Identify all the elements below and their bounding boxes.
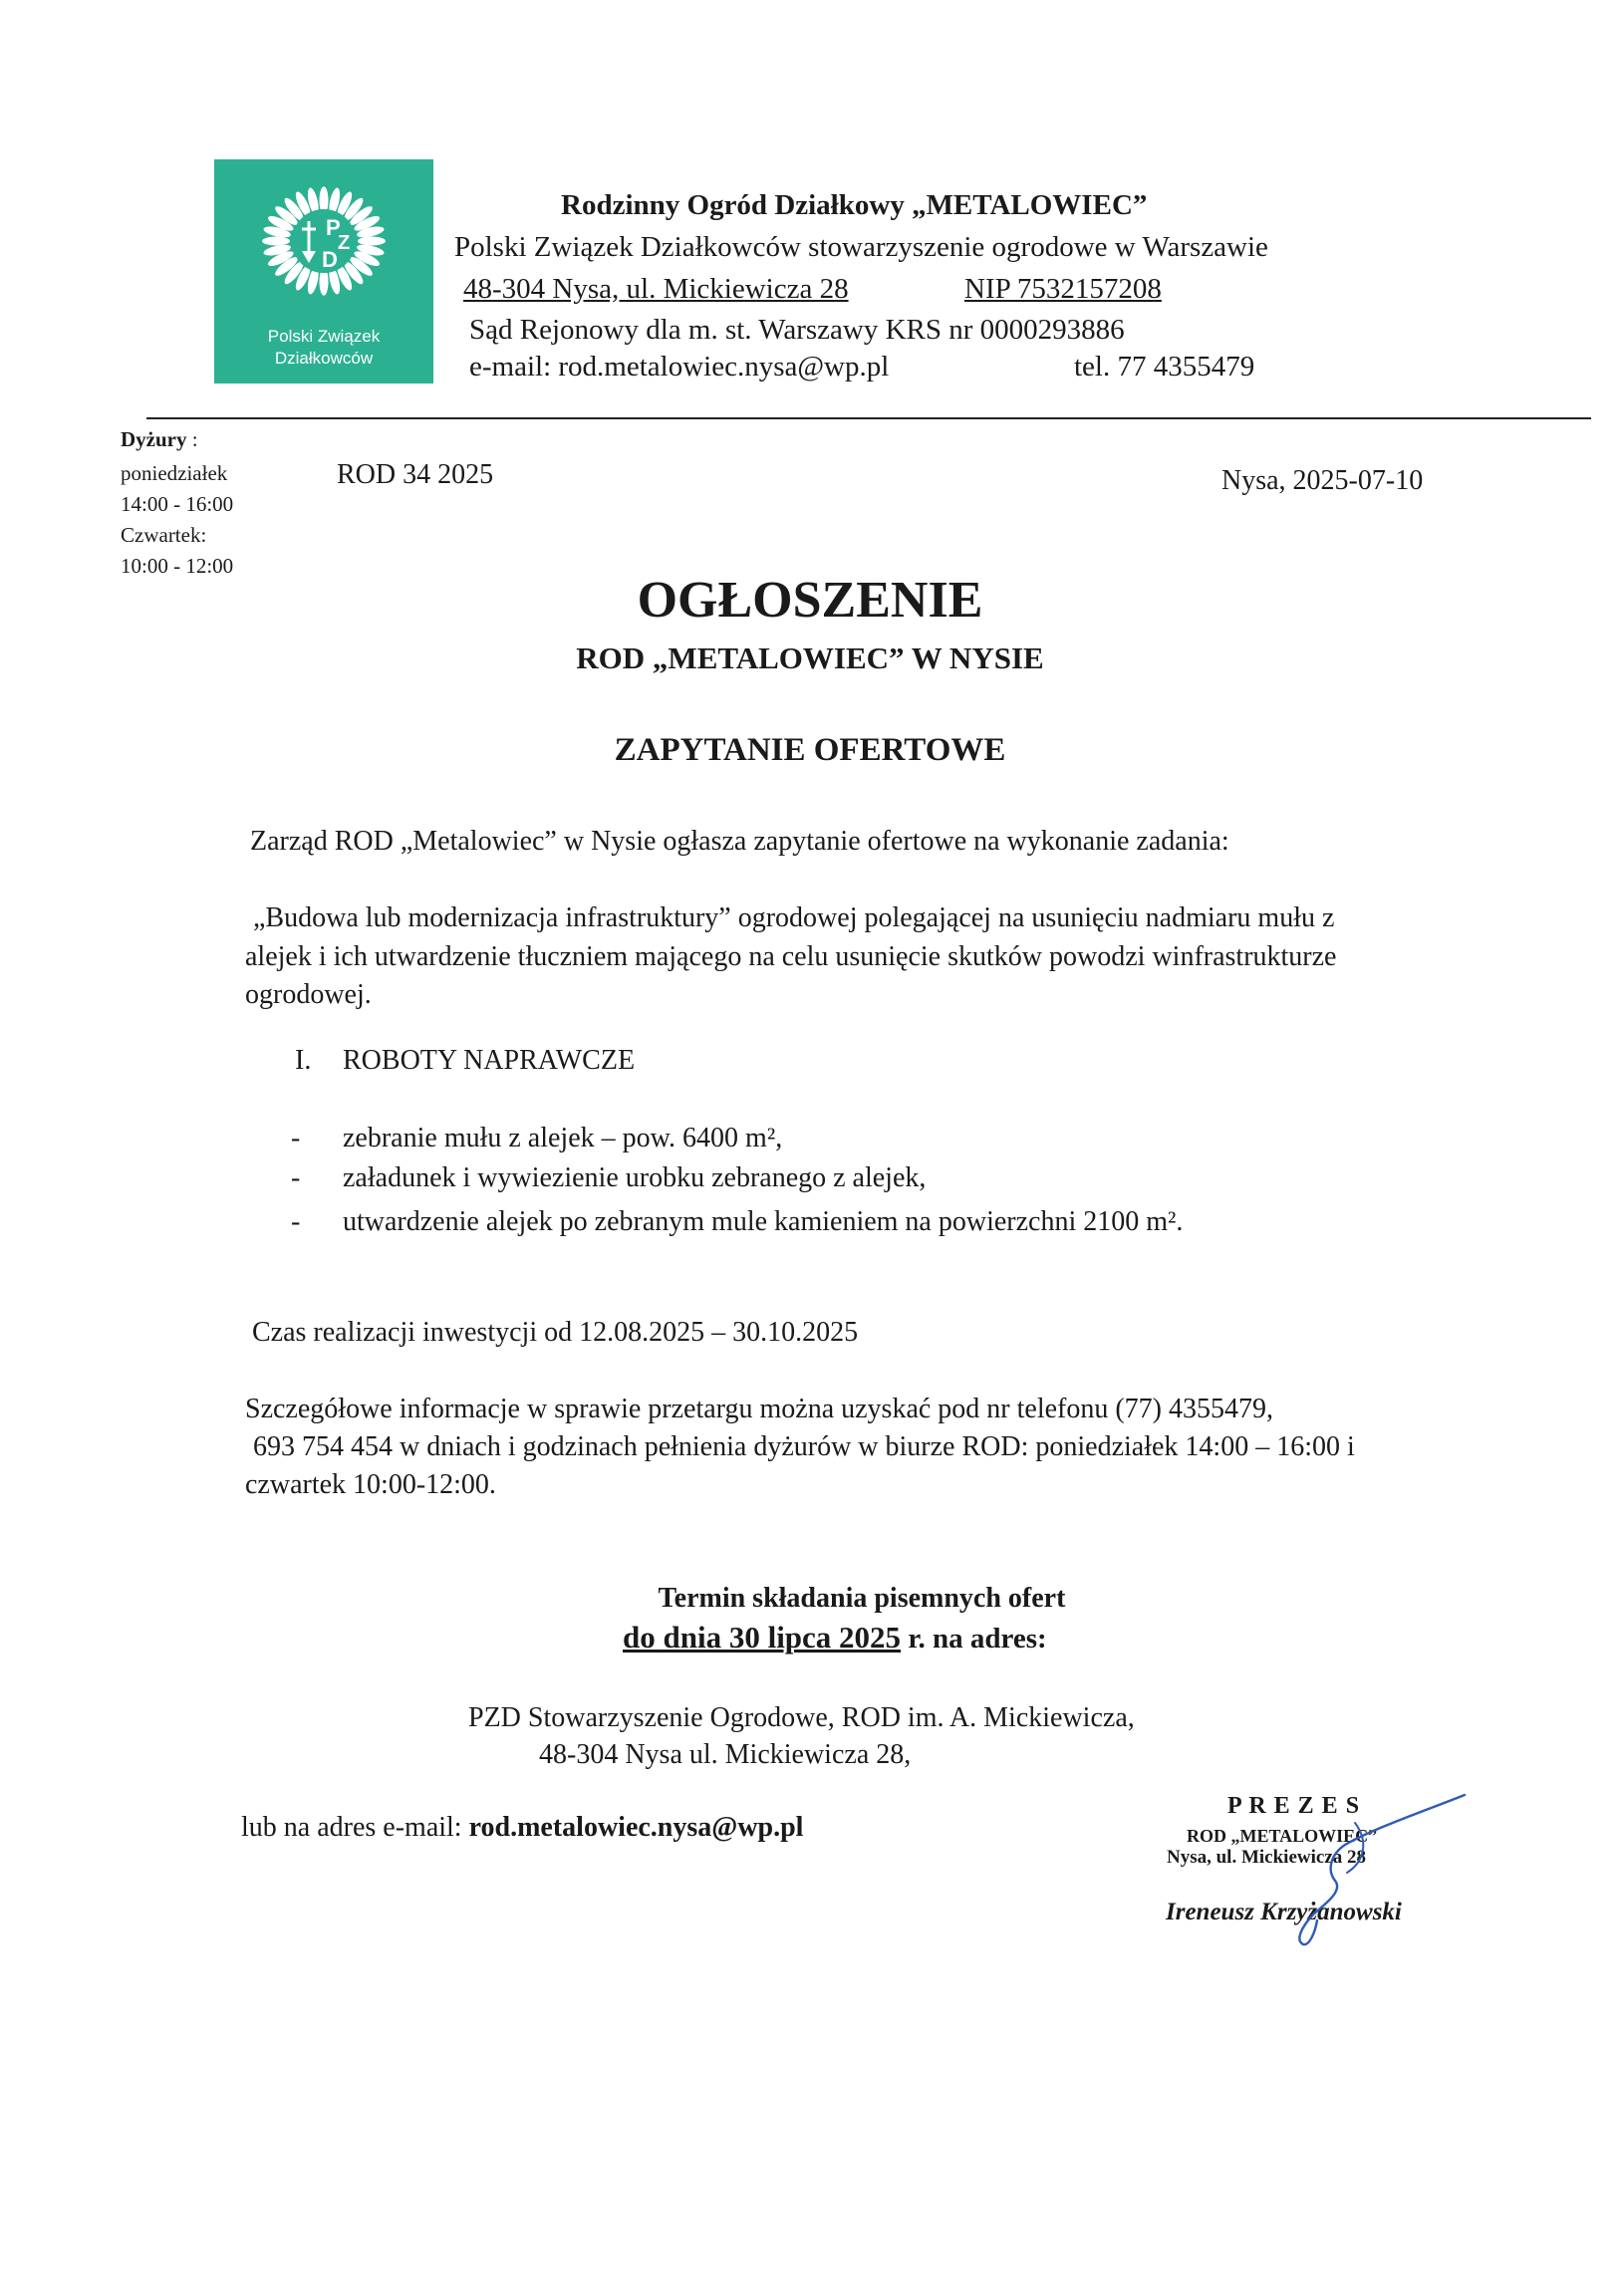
list-bullet: - [291, 1162, 301, 1193]
header-divider [146, 417, 1591, 419]
duty-hours-colon: : [186, 427, 198, 451]
court-registry: Sąd Rejonowy dla m. st. Warszawy KRS nr 0000293886 [469, 314, 1125, 346]
stamp-name: Ireneusz Krzyżanowski [1166, 1899, 1402, 1925]
page-title: OGŁOSZENIE [637, 572, 983, 629]
list-bullet: - [291, 1123, 301, 1153]
contact-email: rod.metalowiec.nysa@wp.pl [468, 1812, 804, 1843]
deadline-heading: Termin składania pisemnych ofert [658, 1583, 1066, 1614]
email-prefix: lub na adres e-mail: [241, 1812, 469, 1843]
logo-text-line2: Działkowców [274, 349, 374, 368]
signature-icon [1235, 1783, 1475, 1952]
place-date: Nysa, 2025-07-10 [1221, 465, 1424, 496]
address-line: PZD Stowarzyszenie Ogrodowe, ROD im. A. Mickiewicza, [468, 1702, 1135, 1733]
duty-hours-line: poniedziałek [121, 461, 228, 485]
section-title: ZAPYTANIE OFERTOWE [614, 732, 1006, 768]
intro-paragraph: Zarząd ROD „Metalowiec” w Nysie ogłasza zapytanie ofertowe na wykonanie zadania: [250, 826, 1229, 857]
org-name: Rodzinny Ogród Działkowy „METALOWIEC” [561, 189, 1148, 221]
stamp-line: Nysa, ul. Mickiewicza 28 [1167, 1847, 1367, 1868]
timeframe: Czas realizacji inwestycji od 12.08.2025 – 30.10.2025 [252, 1317, 859, 1348]
org-phone: tel. 77 4355479 [1074, 351, 1255, 383]
details-line: 693 754 454 w dniach i godzinach pełnienia dyżurów w biurze ROD: poniedziałek 14:00 – 16:00 i [253, 1431, 1355, 1462]
svg-text:Z: Z [338, 232, 351, 254]
logo-text-line1: Polski Związek [267, 327, 381, 346]
org-email: e-mail: rod.metalowiec.nysa@wp.pl [469, 351, 890, 383]
duty-hours-line: 14:00 - 16:00 [121, 492, 234, 516]
details-line: czwartek 10:00-12:00. [245, 1469, 496, 1500]
task-line: ogrodowej. [245, 979, 372, 1010]
stamp-line: ROD „METALOWIEC” [1187, 1826, 1378, 1846]
deadline-date: do dnia 30 lipca 2025 [623, 1620, 902, 1655]
duty-hours-line: Czwartek: [121, 523, 207, 547]
list-bullet: - [291, 1206, 301, 1237]
list-item: utwardzenie alejek po zebranym mule kamieniem na powierzchni 2100 m². [343, 1206, 1184, 1237]
task-line: „Budowa lub modernizacja infrastruktury” ogrodowej polegającej na usunięciu nadmiaru mułu z [253, 902, 1335, 933]
association-name: Polski Związek Działkowców stowarzyszenie ogrodowe w Warszawie [454, 231, 1268, 263]
address-line: 48-304 Nysa ul. Mickiewicza 28, [539, 1739, 912, 1770]
list-item: załadunek i wywiezienie urobku zebranego z alejek, [343, 1162, 927, 1193]
deadline-line [623, 1620, 1047, 1656]
org-address: 48-304 Nysa, ul. Mickiewicza 28 [463, 273, 849, 305]
section-heading: ROBOTY NAPRAWCZE [343, 1045, 636, 1076]
email-line [241, 1812, 803, 1844]
list-item: zebranie mułu z alejek – pow. 6400 m², [343, 1123, 783, 1153]
org-nip: NIP 7532157208 [964, 273, 1162, 305]
deadline-suffix: r. na adres: [901, 1623, 1047, 1655]
svg-text:P: P [326, 215, 341, 240]
details-line: Szczegółowe informacje w sprawie przetargu można uzyskać pod nr telefonu (77) 4355479, [245, 1394, 1274, 1424]
document-reference: ROD 34 2025 [337, 459, 494, 490]
duty-hours-heading [121, 426, 198, 453]
duty-hours-label: Dyżury [121, 427, 187, 451]
svg-text:D: D [322, 247, 338, 272]
section-number: I. [295, 1045, 312, 1076]
page-subtitle: ROD „METALOWIEC” W NYSIE [576, 640, 1044, 675]
task-line: alejek i ich utwardzenie tłuczniem mającego na celu usunięcie skutków powodzi winfrastrukturze [245, 941, 1337, 972]
pzd-logo [214, 159, 433, 383]
duty-hours-line: 10:00 - 12:00 [121, 554, 234, 578]
stamp-title: P R E Z E S [1227, 1793, 1361, 1819]
